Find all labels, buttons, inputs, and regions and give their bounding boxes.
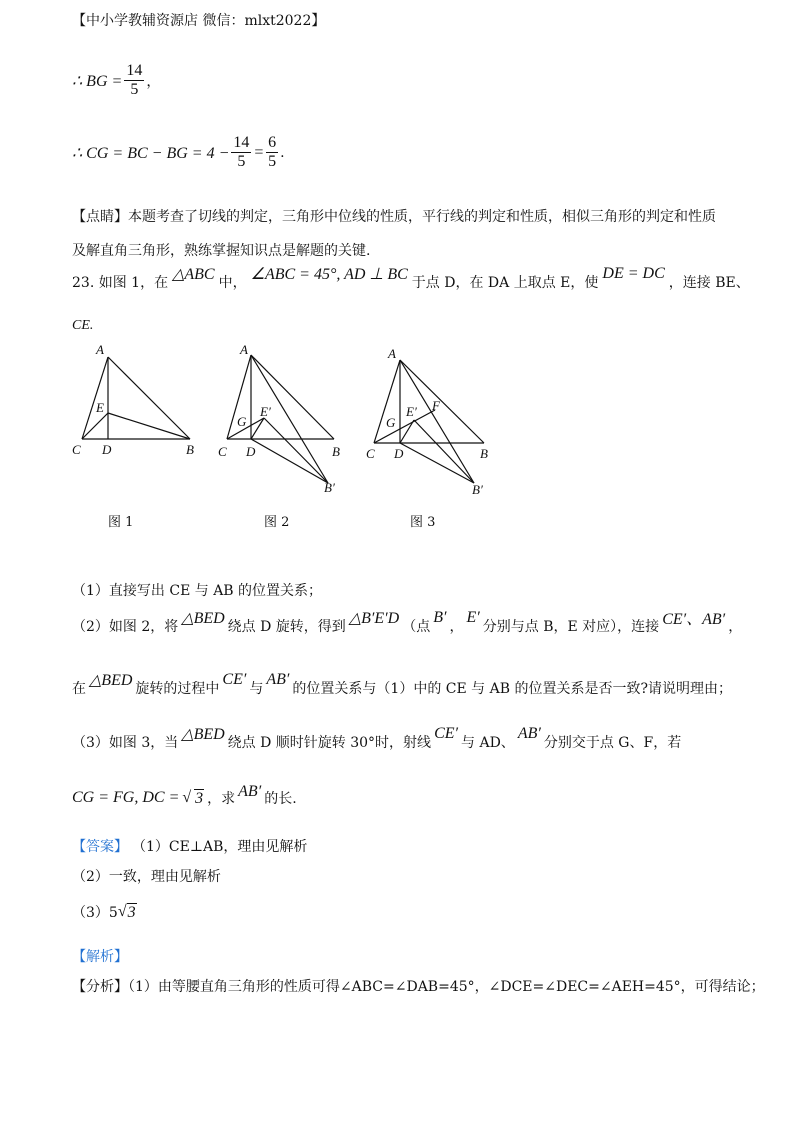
figure-1 <box>72 342 194 457</box>
q2l2-rotation-process: 旋转的过程中 <box>135 681 220 697</box>
cg-fraction-2-num: 6 <box>268 134 277 151</box>
bg-equation-lhs: ∴ BG = <box>72 72 123 90</box>
cg-equals: = <box>253 143 265 161</box>
de-eq-dc: DE = DC <box>602 265 665 282</box>
fig2-label-a: A <box>240 342 248 357</box>
cg-fraction-1-den: 5 <box>237 153 246 170</box>
fig3-label-f: F <box>432 398 440 413</box>
cg-equation <box>72 134 285 171</box>
problem-line-2: CE. <box>72 318 94 333</box>
cg-equation-suffix: . <box>280 144 285 161</box>
cg-fraction-1 <box>231 134 251 171</box>
question-3-line-1 <box>72 725 682 752</box>
q3-triangle-bed: △BED <box>181 726 225 743</box>
fig1-label-e: E <box>96 400 104 415</box>
q3-ce-prime: CE′ <box>434 725 459 742</box>
answer-3-prefix: （3）5 <box>72 905 118 921</box>
q2l2-triangle-bed: △BED <box>89 672 133 689</box>
q2-intro: （2）如图 2，将 <box>72 618 179 635</box>
q3-intro: （3）如图 3，当 <box>72 735 179 751</box>
cg-fraction-1-num: 14 <box>233 134 250 151</box>
fig3-line-de <box>400 420 414 443</box>
q2l2-zai: 在 <box>72 681 86 697</box>
q3-sqrt-sign: √ <box>182 789 192 806</box>
fig3-label-c: C <box>366 446 375 461</box>
q2-correspond-text: 分别与点 B，E 对应），连接 <box>482 618 660 635</box>
fig2-label-b: B <box>332 444 340 459</box>
bg-fraction <box>124 62 144 99</box>
answer-line-1 <box>72 836 307 856</box>
q3l2-ab-prime: AB′ <box>238 783 262 800</box>
q2-triangle-b2e2d: △B′E′D <box>348 609 400 627</box>
bg-equation-suffix: ， <box>146 73 161 90</box>
fig2-label-c: C <box>218 444 227 459</box>
comment-line-2: 及解直角三角形，熟练掌握知识点是解题的关键. <box>72 243 371 259</box>
q3-ad-text: 与 AD、 <box>461 735 515 751</box>
q3-ab-prime: AB′ <box>517 725 541 742</box>
fig1-label-b: B <box>186 442 194 457</box>
fig2-label-d: D <box>246 444 256 459</box>
q2l2-ce-prime: CE′ <box>222 671 247 688</box>
fig3-label-b-prime: B′ <box>472 482 483 497</box>
q3-rotate-text: 绕点 D 顺时针旋转 30°时，射线 <box>227 735 432 751</box>
q2-paren-open: （点 <box>402 618 431 635</box>
fig3-line-eb2 <box>414 420 474 483</box>
bg-fraction-den: 5 <box>130 81 139 98</box>
bg-fraction-num: 14 <box>126 62 143 79</box>
question-3-line-2 <box>72 783 297 808</box>
problem-text-connect: ，连接 BE、 <box>668 275 750 291</box>
cg-fraction-2 <box>266 134 278 171</box>
figures-group <box>60 340 520 540</box>
fig2-label-g: G <box>237 414 247 429</box>
answer-2: （2）一致，理由见解析 <box>72 869 221 885</box>
q3-sqrt-value: 3 <box>195 789 204 807</box>
fig2-label-b-prime: B′ <box>324 480 335 495</box>
cg-equation-lhs: ∴ CG = BC − BG = 4 − <box>72 144 230 162</box>
answer-label: 【答案】 <box>72 839 128 855</box>
fig1-label-a: A <box>96 342 104 357</box>
fig3-label-b: B <box>480 446 488 461</box>
fig2-line-ab <box>251 355 334 439</box>
angle-condition: ∠ABC = 45°, AD ⊥ BC <box>250 266 408 283</box>
analysis-line-1: 【分析】（1）由等腰直角三角形的性质可得∠ABC=∠DAB=45°，∠DCE=∠DEC=∠AEH=45°，可得结论； <box>72 979 765 995</box>
q2-triangle-bed: △BED <box>181 609 225 627</box>
q2-e-prime: E′ <box>466 608 480 626</box>
question-2-line-1 <box>72 608 743 637</box>
fig1-label-d: D <box>102 442 112 457</box>
page-header: 【中小学教辅资源店 微信：mlxt2022】 <box>72 13 326 29</box>
fig1-line-ab <box>108 357 190 439</box>
bg-equation <box>72 62 160 99</box>
question-2-line-2 <box>72 671 732 698</box>
problem-intro: 23. 如图 1，在 <box>72 275 169 291</box>
fig2-label-e: E′ <box>260 404 271 419</box>
fig2-line-eb2 <box>264 418 328 483</box>
q3-condition: CG = FG, DC = <box>72 789 180 806</box>
fig3-line-db2 <box>400 443 474 483</box>
figure-3 <box>366 346 488 497</box>
problem-text-point-d: 于点 D，在 DA 上取点 E，使 <box>411 275 599 291</box>
triangle-abc: △ABC <box>172 266 215 283</box>
q2l2-yu: 与 <box>249 681 264 697</box>
cg-fraction-2-den: 5 <box>268 153 277 170</box>
q2l2-ab-prime: AB′ <box>266 671 290 688</box>
fig3-label-e: E′ <box>406 404 417 419</box>
fig2-caption: 图 2 <box>264 515 290 530</box>
fig3-label-a: A <box>388 346 396 361</box>
q3-intersect-text: 分别交于点 G、F，若 <box>543 735 682 751</box>
problem-line-1 <box>72 265 750 292</box>
comment-line-1: 【点睛】本题考查了切线的判定，三角形中位线的性质，平行线的判定和性质，相似三角形的判定和性质 <box>72 209 716 225</box>
q2l2-question-text: 的位置关系与（1）中的 CE 与 AB 的位置关系是否一致?请说明理由； <box>292 681 732 697</box>
q2-end-comma: ， <box>728 618 743 635</box>
answer-1: （1）CE⊥AB，理由见解析 <box>132 839 308 855</box>
fig2-line-db2 <box>251 439 328 483</box>
problem-text-zhong: 中， <box>218 275 247 291</box>
fig1-label-c: C <box>72 442 81 457</box>
q2-comma: ， <box>449 618 464 635</box>
fig1-caption: 图 1 <box>108 515 134 530</box>
q2-b-prime: B′ <box>433 608 447 626</box>
answer-3-sqrt-value: 3 <box>127 903 136 921</box>
q2-rotate-text: 绕点 D 旋转，得到 <box>227 618 346 635</box>
question-1: （1）直接写出 CE 与 AB 的位置关系； <box>72 583 323 599</box>
q2-ce-ab-prime: CE′、AB′ <box>662 611 726 628</box>
analysis-label: 【解析】 <box>72 949 128 965</box>
q3-ask-text: ，求 <box>207 791 236 807</box>
fig3-label-d: D <box>394 446 404 461</box>
figure-2 <box>218 342 340 495</box>
answer-3-sqrt-sign: √ <box>117 903 127 920</box>
fig3-label-g: G <box>386 415 396 430</box>
answer-3 <box>72 902 137 922</box>
fig3-caption: 图 3 <box>410 515 436 530</box>
q3-length-text: 的长. <box>264 791 297 807</box>
